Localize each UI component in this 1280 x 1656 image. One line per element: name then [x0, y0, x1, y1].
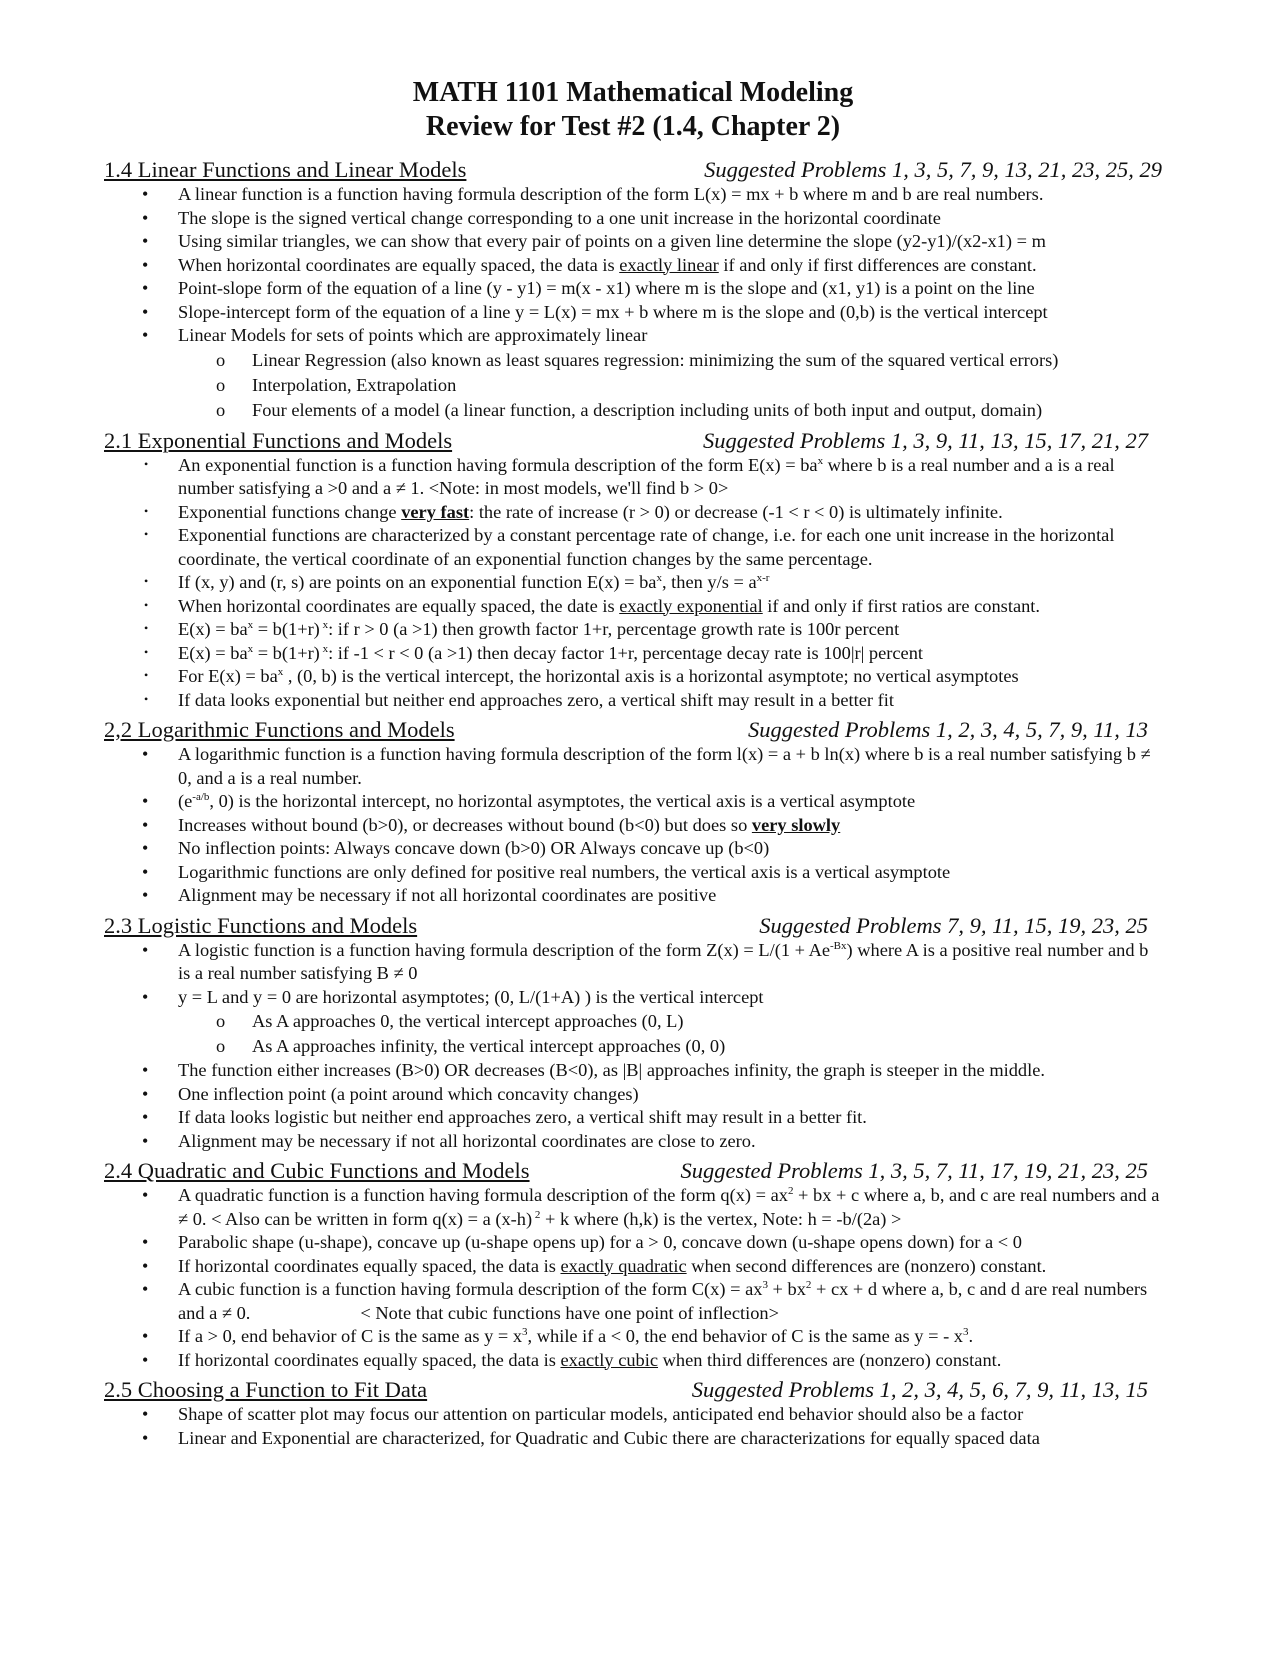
section-header — [104, 427, 1162, 454]
text: , (0, b) is the vertical intercept, the horizontal axis is a horizontal asymptote; no vertical asymptotes — [283, 666, 1019, 686]
sub-list-item: o Linear Regression (also known as least squares regression: minimizing the sum of the squared vertical errors) — [252, 348, 1162, 373]
text: Increases without bound (b>0), or decreases without bound (b<0) but does so — [178, 814, 752, 835]
superscript: x — [247, 619, 254, 631]
list-item — [178, 618, 1162, 642]
list-item: • Linear and Exponential are characterized, for Quadratic and Cubic there are characterizations for equally spaced data — [178, 1427, 1162, 1451]
section-header — [104, 1376, 1162, 1403]
list-item: • The slope is the signed vertical change corresponding to a one unit increase in the horizontal coordinate — [178, 207, 1162, 231]
list-item: • Point-slope form of the equation of a line (y - y1) = m(x - x1) where m is the slope and (x1, y1) is a point on the line — [178, 277, 1162, 301]
bullet-list — [104, 939, 1162, 1154]
list-item — [178, 324, 1162, 423]
text: An exponential function is a function having formula description of the form E(x) = ba — [178, 454, 818, 475]
suggested-problems: Suggested Problems 1, 2, 3, 4, 5, 7, 9, 11, 13 — [748, 717, 1148, 742]
text: (e — [178, 791, 193, 811]
note-text: < Note that cubic functions have one point of inflection> — [360, 1302, 779, 1323]
superscript: 2 — [805, 1279, 812, 1291]
list-item: • Shape of scatter plot may focus our attention on particular models, anticipated end behavior should also be a factor — [178, 1403, 1162, 1427]
text: if and only if first differences are constant. — [718, 254, 1037, 275]
text: Exponential functions change — [178, 501, 402, 522]
superscript: 3 — [962, 1326, 969, 1338]
superscript: -Bx — [830, 939, 847, 952]
superscript: 2 — [532, 1208, 541, 1221]
text: A quadratic function is a function having formula description of the form q(x) = ax — [178, 1185, 788, 1205]
text: ) where A is a positive real number and b is a real number satisfying B ≠ 0 — [178, 939, 1149, 983]
text: : if r > 0 (a >1) then growth factor 1+r, percentage growth rate is 100r percent — [328, 619, 900, 639]
emphasis-text: very fast — [401, 501, 470, 522]
section-header — [104, 912, 1162, 939]
superscript: 3 — [762, 1279, 768, 1291]
list-item: • No inflection points: Always concave down (b>0) OR Always concave up (b<0) — [178, 837, 1162, 861]
list-item: • If data looks exponential but neither end approaches zero, a vertical shift may result in a better fit — [178, 689, 1162, 713]
text: A logistic function is a function having formula description of the form Z(x) = L/(1 + Ae — [178, 939, 831, 960]
list-item — [178, 642, 1162, 666]
text: = b(1+r) — [253, 619, 320, 639]
sub-list-item: o Interpolation, Extrapolation — [252, 373, 1162, 398]
suggested-problems: Suggested Problems 1, 3, 5, 7, 11, 17, 19, 21, 23, 25 — [680, 1158, 1148, 1183]
text: + bx — [767, 1279, 806, 1299]
list-item — [178, 665, 1162, 689]
text: + cx + d where a, b, c and d are real numbers and a ≠ 0. — [178, 1279, 1148, 1323]
text: If horizontal coordinates equally spaced, the data is — [178, 1349, 561, 1370]
superscript: x — [247, 642, 254, 655]
superscript: x — [817, 454, 824, 467]
text: when second differences are (nonzero) constant. — [686, 1255, 1047, 1276]
section-1-4 — [104, 156, 1162, 423]
text: When horizontal coordinates are equally spaced, the data is — [178, 254, 620, 275]
list-item: • One inflection point (a point around which concavity changes) — [178, 1083, 1162, 1107]
suggested-problems: Suggested Problems 7, 9, 11, 15, 19, 23, 25 — [759, 912, 1148, 938]
bullet-list — [104, 1184, 1162, 1372]
bullet-list — [104, 454, 1162, 713]
list-item: • If data looks logistic but neither end approaches zero, a vertical shift may result in a better fit. — [178, 1106, 1162, 1130]
list-item: • A linear function is a function having formula description of the form L(x) = mx + b where m and b are real numbers. — [178, 183, 1162, 207]
list-item — [178, 254, 1162, 278]
emphasis-text: exactly linear — [619, 254, 719, 275]
section-header — [104, 716, 1162, 743]
text: , while if a < 0, the end behavior of C is the same as y = - x — [527, 1326, 963, 1346]
text: If (x, y) and (r, s) are points on an exponential function E(x) = ba — [178, 572, 657, 592]
document-title: MATH 1101 Mathematical Modeling — [412, 77, 854, 108]
sub-list-item: o As A approaches 0, the vertical intercept approaches (0, L) — [252, 1009, 1162, 1034]
list-item: • Slope-intercept form of the equation of a line y = L(x) = mx + b where m is the slope and (0,b) is the vertical intercept — [178, 301, 1162, 325]
text: y = L and y = 0 are horizontal asymptotes; (0, L/(1+A) ) is the vertical intercept — [178, 986, 764, 1007]
text: + k where (h,k) is the vertex, Note: h = -b/(2a) > — [540, 1208, 902, 1229]
section-title: 2.5 Choosing a Function to Fit Data — [104, 1377, 428, 1402]
superscript: -a/b — [192, 791, 210, 803]
superscript: x-r — [756, 572, 770, 584]
section-title: 2.3 Logistic Functions and Models — [104, 912, 418, 938]
superscript: 2 — [787, 1185, 794, 1197]
list-item: • Alignment may be necessary if not all horizontal coordinates are positive — [178, 884, 1162, 908]
emphasis-text: exactly exponential — [619, 595, 763, 616]
list-item — [178, 595, 1162, 619]
list-item: • Using similar triangles, we can show that every pair of points on a given line determine the slope (y2-y1)/(x2-x1) = m — [178, 230, 1162, 254]
sub-list-item: o Four elements of a model (a linear function, a description including units of both input and output, domain) — [252, 398, 1162, 423]
section-2-3 — [104, 912, 1162, 1154]
list-item — [178, 1184, 1162, 1231]
text: A cubic function is a function having formula description of the form C(x) = ax — [178, 1279, 763, 1299]
bullet-list — [104, 183, 1162, 423]
section-2-5 — [104, 1376, 1162, 1450]
emphasis-text: very slowly — [751, 814, 841, 835]
text: E(x) = ba — [178, 642, 248, 663]
section-2-1 — [104, 427, 1162, 713]
text: : the rate of increase (r > 0) or decrease (-1 < r < 0) is ultimately infinite. — [469, 501, 1003, 522]
section-title: 2.1 Exponential Functions and Models — [104, 427, 453, 453]
list-item: • Exponential functions are characterized by a constant percentage rate of change, i.e. for each one unit increase in the horizontal coordinate, the vertical coordinate of an exponential function changes by the same percentage. — [178, 524, 1162, 571]
superscript: x — [656, 572, 662, 584]
emphasis-text: exactly quadratic — [560, 1255, 687, 1276]
section-header — [104, 1157, 1162, 1184]
section-title: 2,2 Logarithmic Functions and Models — [104, 717, 455, 742]
sub-list — [178, 348, 1162, 423]
list-item — [178, 814, 1162, 838]
text: . — [968, 1326, 974, 1346]
text: , then y/s = a — [661, 572, 757, 592]
text: + bx + c where a, b, and c are real numbers and a ≠ 0. < Also can be written in form q(x) = a (x-h) — [178, 1185, 1160, 1229]
section-2-4 — [104, 1157, 1162, 1372]
suggested-problems: Suggested Problems 1, 2, 3, 4, 5, 6, 7, 9, 11, 13, 15 — [691, 1377, 1148, 1402]
text: If a > 0, end behavior of C is the same as y = x — [178, 1326, 523, 1346]
bullet-list — [104, 743, 1162, 908]
superscript: 3 — [522, 1326, 528, 1338]
text: For E(x) = ba — [178, 666, 278, 686]
section-header — [104, 156, 1162, 183]
text: where b is a real number and a is a real number satisfying a >0 and a ≠ 1. <Note: in most models, we'll find b > 0> — [178, 454, 1115, 498]
section-title: 1.4 Linear Functions and Linear Models — [104, 157, 467, 182]
list-item: • Alignment may be necessary if not all horizontal coordinates are close to zero. — [178, 1130, 1162, 1154]
list-item: • Parabolic shape (u-shape), concave up (u-shape opens up) for a > 0, concave down (u-shape opens down) for a < 0 — [178, 1231, 1162, 1255]
superscript: x — [319, 642, 329, 655]
list-item: • A logarithmic function is a function having formula description of the form l(x) = a + b ln(x) where b is a real number satisfying b ≠ 0, and a is a real number. — [178, 743, 1162, 790]
document-subtitle: Review for Test #2 (1.4, Chapter 2) — [425, 111, 841, 142]
text: Linear Models for sets of points which are approximately linear — [178, 325, 648, 345]
text: E(x) = ba — [178, 619, 248, 639]
list-item — [178, 1255, 1162, 1279]
sub-list-item: o As A approaches infinity, the vertical intercept approaches (0, 0) — [252, 1034, 1162, 1059]
suggested-problems: Suggested Problems 1, 3, 5, 7, 9, 13, 21, 23, 25, 29 — [704, 157, 1162, 182]
section-title: 2.4 Quadratic and Cubic Functions and Models — [104, 1158, 530, 1183]
superscript: x — [277, 666, 284, 678]
section-2-2 — [104, 716, 1162, 908]
suggested-problems: Suggested Problems 1, 3, 9, 11, 13, 15, 17, 21, 27 — [703, 427, 1148, 453]
list-item — [178, 939, 1162, 986]
text: if and only if first ratios are constant. — [762, 595, 1041, 616]
text: : if -1 < r < 0 (a >1) then decay factor 1+r, percentage decay rate is 100|r| percent — [328, 642, 924, 663]
list-item: • Logarithmic functions are only defined for positive real numbers, the vertical axis is a vertical asymptote — [178, 861, 1162, 885]
list-item: • The function either increases (B>0) OR decreases (B<0), as |B| approaches infinity, the graph is steeper in the middle. — [178, 1059, 1162, 1083]
superscript: x — [319, 619, 329, 631]
list-item — [178, 501, 1162, 525]
list-item — [178, 571, 1162, 595]
text: when third differences are (nonzero) constant. — [658, 1349, 1002, 1370]
text: When horizontal coordinates are equally spaced, the date is — [178, 595, 620, 616]
text: , 0) is the horizontal intercept, no horizontal asymptotes, the vertical axis is a vertical asymptote — [209, 791, 916, 811]
text: = b(1+r) — [253, 642, 320, 663]
list-item — [178, 1325, 1162, 1349]
list-item — [178, 1349, 1162, 1373]
list-item — [178, 986, 1162, 1060]
bullet-list — [104, 1403, 1162, 1450]
emphasis-text: exactly cubic — [560, 1349, 659, 1370]
list-item — [178, 1278, 1162, 1325]
list-item — [178, 454, 1162, 501]
list-item — [178, 790, 1162, 814]
sub-list — [178, 1009, 1162, 1059]
text: If horizontal coordinates equally spaced, the data is — [178, 1255, 561, 1276]
